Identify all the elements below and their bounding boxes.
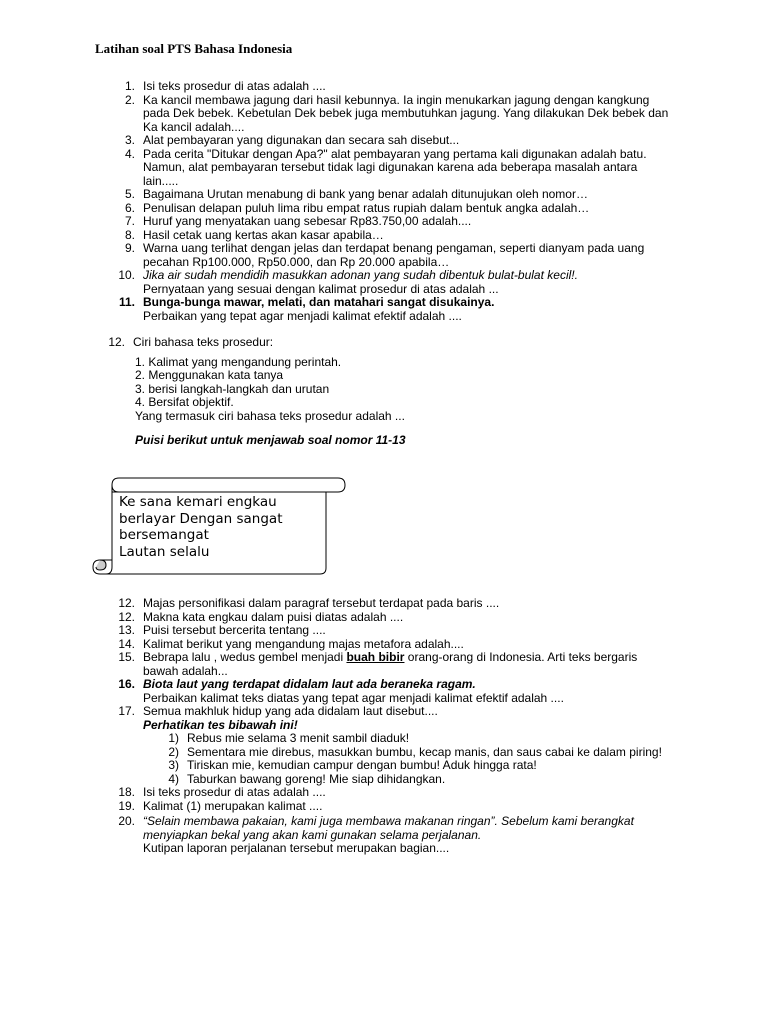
question-item: 19. Kalimat (1) merupakan kalimat ....: [118, 798, 323, 813]
bold-sentence: Bunga-bunga mawar, melati, dan matahari sangat disukainya.: [143, 295, 495, 309]
question-item: 12. Majas personifikasi dalam paragraf tersebut terdapat pada baris ....: [118, 596, 500, 610]
question-item-10: 10. Jika air sudah mendidih masukkan adonan yang sudah dibentuk bulat-bulat kecil!. Pernyataan yang sesuai dengan kalimat prosedur di atas adalah ...: [118, 268, 578, 296]
poem-heading: Puisi berikut untuk menjawab soal nomor 11-13: [135, 433, 406, 447]
question-item: 18. Isi teks prosedur di atas adalah ....: [118, 785, 326, 799]
underlined-phrase: buah bibir: [346, 650, 405, 664]
question-item: 6. Penulisan delapan puluh lima ribu empat ratus rupiah dalam bentuk angka adalah…: [124, 200, 590, 215]
question-item: 4. Pada cerita "Ditukar dengan Apa?" alat pembayaran yang pertama kali digunakan adalah batu. Namun, alat pembayaran tersebut tidak lagi digunakan karena ada beberapa masalah antara lain.....: [124, 146, 647, 188]
step-item: 3) Tiriskan mie, kemudian campur dengan bumbu! Aduk hingga rata!: [168, 758, 537, 772]
procedure-sentence: Jika air sudah mendidih masukkan adonan yang sudah dibentuk bulat-bulat kecil!.: [143, 268, 578, 282]
bold-italic-sentence: Biota laut yang terdapat didalam laut ada beraneka ragam.: [143, 677, 476, 691]
question-12-block: 12. Ciri bahasa teks prosedur: 1. Kalimat yang mengandung perintah. 2. Menggunakan kata tanya 3. berisi langkah-langkah dan urutan 4. Bersifat objektif. Yang termasuk ciri bahasa teks prosedur adalah ...: [102, 336, 662, 423]
question-item: 5. Bagaimana Urutan menabung di bank yang benar adalah ditunujukan oleh nomor…: [124, 187, 588, 201]
question-item: 12. Makna kata engkau dalam puisi diatas adalah ....: [118, 609, 404, 624]
question-list-1: [112, 80, 672, 323]
question-item: 8. Hasil cetak uang kertas akan kasar apabila…: [124, 227, 384, 242]
step-item: 4) Taburkan bawang goreng! Mie siap dihidangkan.: [168, 771, 446, 786]
step-item: 2) Sementara mie direbus, masukkan bumbu, kecap manis, dan saus cabai ke dalam piring!: [168, 744, 662, 759]
list-item: 1. Kalimat yang mengandung perintah.: [135, 354, 342, 369]
list-item: 2. Menggunakan kata tanya: [135, 368, 284, 382]
question-item: 1. Isi teks prosedur di atas adalah ....: [124, 79, 326, 93]
question-item: 2. Ka kancil membawa jagung dari hasil kebunnya. Ia ingin menukarkan jagung dengan kangkung pada Dek bebek. Kebetulan Dek bebek juga membutuhkan jagung. Yang dilakukan Dek bebek dan Ka kancil adalah....: [124, 92, 669, 134]
page-title: Latihan soal PTS Bahasa Indonesia: [95, 41, 293, 56]
instruction-heading: Perhatikan tes bibawah ini!: [143, 717, 298, 732]
question-item-16: 16. Biota laut yang terdapat didalam laut ada beraneka ragam. Perbaikan kalimat teks diatas yang tepat agar menjadi kalimat efektif adalah ....: [118, 677, 564, 705]
question-item: 3. Alat pembayaran yang digunakan dan secara sah disebut...: [124, 133, 460, 147]
question-item: 9. Warna uang terlihat dengan jelas dan terdapat benang pengaman, seperti dianyam pada uang pecahan Rp100.000, Rp50.000, dan Rp 20.000 apabila…: [124, 241, 645, 269]
question-item: 14. Kalimat berikut yang mengandung majas metafora adalah....: [118, 636, 464, 651]
question-item: 13. Puisi tersebut bercerita tentang ....: [118, 623, 326, 637]
list-item: 3. berisi langkah-langkah dan urutan: [135, 381, 330, 396]
question-item-17: 17. Semua makhluk hidup yang ada didalam laut disebut.... Perhatikan tes bibawah ini! 1) Rebus mie selama 3 menit sambil diaduk! 2) Sementara mie direbus, masukkan bumbu, kecap manis, dan saus cabai ke dalam piring! 3) Tiriskan mie, kemudian campur dengan bumbu! Aduk hingga rata! 4) Taburkan bawang goreng! Mie siap dihidangkan.: [112, 705, 672, 786]
list-item: 4. Bersifat objektif.: [135, 395, 234, 409]
question-item: 7. Huruf yang menyatakan uang sebesar Rp83.750,00 adalah....: [124, 214, 472, 228]
question-item-11: 11. Bunga-bunga mawar, melati, dan matahari sangat disukainya. Perbaikan yang tepat agar menjadi kalimat efektif adalah ....: [118, 295, 495, 323]
step-item: 1) Rebus mie selama 3 menit sambil diaduk!: [168, 731, 410, 745]
question-list-2: [112, 597, 672, 856]
poem-text: Ke sana kemari engkau berlayar Dengan sangat bersemangat Lautan selalu: [119, 494, 283, 560]
characteristic-list: 1. Kalimat yang mengandung perintah. 2. Menggunakan kata tanya 3. berisi langkah-langkah dan urutan 4. Bersifat objektif. Yang termasuk ciri bahasa teks prosedur adalah ...: [102, 356, 662, 424]
question-item-15: 15. Bebrapa lalu , wedus gembel menjadi buah bibir orang-orang di Indonesia. Arti teks bergaris bawah adalah...: [118, 650, 638, 678]
question-item-20: 20. “Selain membawa pakaian, kami juga membawa makanan ringan”. Sebelum kami berangkat menyiapkan bekal yang akan kami gunakan selama perjalanan. Kutipan laporan perjalanan tersebut merupakan bagian....: [118, 814, 634, 855]
travel-report-quote: “Selain membawa pakaian, kami juga membawa makanan ringan”. Sebelum kami berangkat menyiapkan bekal yang akan kami gunakan selama perjalanan.: [143, 814, 634, 842]
poem-scroll: [88, 476, 350, 576]
